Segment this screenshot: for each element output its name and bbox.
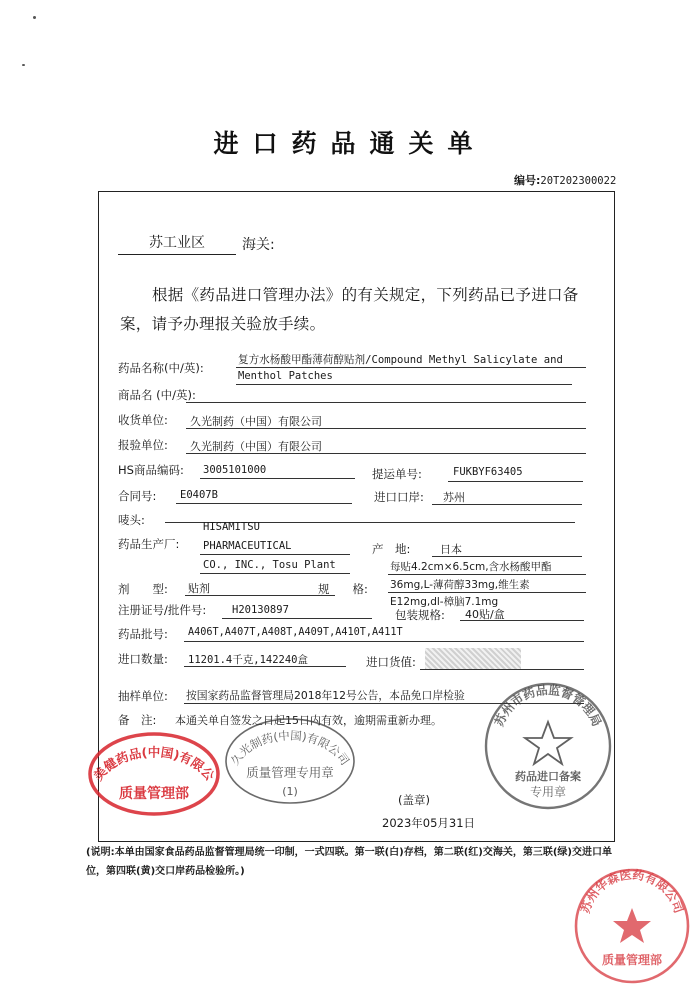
intro-paragraph: 根据《药品进口管理办法》的有关规定，下列药品已予进口备案，请予办理报关验放手续。 <box>120 286 579 333</box>
underline <box>236 367 586 368</box>
quality-seal-stamp <box>222 715 358 807</box>
stamp-svg <box>86 730 222 818</box>
sampling-value: 按国家药品监督管理局2018年12号公告，本品免口岸检验 <box>186 689 465 702</box>
value-label: 进口货值: <box>366 655 416 669</box>
customs-suffix: 海关: <box>242 237 275 253</box>
dosage-label: 剂 型: <box>118 582 168 596</box>
spec-label: 规 格: <box>318 582 368 596</box>
star-icon <box>613 908 651 943</box>
spec-line1: 每贴4.2cm×6.5cm,含水杨酸甲酯 <box>390 561 552 573</box>
stamp-svg <box>482 680 614 812</box>
hs-code-label: HS商品编码: <box>118 463 184 477</box>
spec-line2: 36mg,L-薄荷醇33mg,维生素 <box>390 579 530 591</box>
dosage-value: 贴剂 <box>188 582 210 595</box>
registration-value: H20130897 <box>232 604 289 616</box>
drug-name-label: 药品名称(中/英): <box>118 361 204 375</box>
stamp-center-text: 质量管理部 <box>119 786 189 802</box>
contract-label: 合同号: <box>118 489 157 503</box>
remark-value: 本通关单自签发之日起15日内有效，逾期需重新办理。 <box>175 714 442 727</box>
underline <box>186 453 586 454</box>
registration-label: 注册证号/批件号: <box>118 603 207 617</box>
drug-name-line1: 复方水杨酸甲酯薄荷醇贴剂/Compound Methyl Salicylate and <box>238 354 563 366</box>
quantity-value: 11201.4千克,142240盒 <box>188 654 309 666</box>
underline <box>176 503 352 504</box>
quantity-label: 进口数量: <box>118 652 168 666</box>
spec-line3: E12mg,dl-樟脑7.1mg <box>390 596 499 608</box>
bl-label: 提运单号: <box>372 467 422 481</box>
stamp-center-text: 质量管理专用章 <box>246 765 334 780</box>
stamp-center-text: 药品进口备案 <box>515 770 581 783</box>
company-quality-stamp <box>572 866 692 986</box>
underline <box>388 592 586 593</box>
underline <box>432 504 582 505</box>
mark-label: 唛头: <box>118 513 145 527</box>
underline <box>184 666 346 667</box>
underline <box>448 481 583 482</box>
origin-label: 产 地: <box>372 542 411 556</box>
seal-label: (盖章) <box>398 793 430 807</box>
underline <box>186 428 586 429</box>
remark-label: 备 注: <box>118 713 157 727</box>
star-icon <box>525 722 571 764</box>
consignee-label: 收货单位: <box>118 413 168 427</box>
redacted-value <box>425 648 521 670</box>
underline <box>222 618 372 619</box>
origin-value: 日本 <box>440 543 462 556</box>
scan-speck <box>33 16 36 19</box>
pack-value: 40贴/盒 <box>465 608 505 621</box>
underline <box>236 384 572 385</box>
manufacturer-line3: CO., INC., Tosu Plant <box>203 559 336 571</box>
underline <box>186 402 586 403</box>
serial-number <box>514 172 616 188</box>
quality-dept-stamp <box>86 730 222 818</box>
stamp-ring-text: 苏州市药品监督管理局 <box>492 682 604 729</box>
underline <box>200 478 355 479</box>
batch-label: 药品批号: <box>118 627 168 641</box>
manufacturer-line1: HISAMITSU <box>203 521 260 533</box>
stamp-ring-text: 久光制药(中国)有限公司 <box>227 728 353 768</box>
underline <box>420 669 584 670</box>
consignee-value: 久光制药（中国）有限公司 <box>190 415 322 428</box>
hs-code-value: 3005101000 <box>203 464 267 476</box>
underline <box>200 573 350 574</box>
serial-label: 编号: <box>514 174 541 187</box>
underline <box>388 574 586 575</box>
batch-value: A406T,A407T,A408T,A409T,A410T,A411T <box>188 627 403 638</box>
underline <box>432 556 582 557</box>
inspection-unit-value: 久光制药（中国）有限公司 <box>190 440 322 453</box>
contract-value: E0407B <box>180 489 218 501</box>
manufacturer-label: 药品生产厂: <box>118 537 180 551</box>
bl-value: FUKBYF63405 <box>453 466 523 478</box>
inspection-unit-label: 报验单位: <box>118 438 168 452</box>
serial-value: 20T202300022 <box>540 175 617 187</box>
stamp-ring-text: 苏州华森医药有限公司 <box>578 867 686 915</box>
port-label: 进口口岸: <box>374 490 424 504</box>
pack-label: 包装规格: <box>395 608 445 622</box>
sampling-label: 抽样单位: <box>118 689 168 703</box>
stamp-center-text-2: 专用章 <box>529 785 567 799</box>
scan-speck <box>22 64 25 66</box>
document-title: 进口药品通关单 <box>213 129 487 158</box>
underline <box>185 595 335 596</box>
drug-name-line2: Menthol Patches <box>238 370 333 382</box>
customs-name: 苏工业区 <box>118 232 236 255</box>
stamp-number: (1) <box>282 785 298 798</box>
underline <box>200 554 350 555</box>
trade-name-label: 商品名 (中/英): <box>118 388 196 402</box>
underline <box>184 641 584 642</box>
issue-date: 2023年05月31日 <box>382 816 476 830</box>
footnote: (说明:本单由国家食品药品监督管理局统一印制，一式四联。第一联(白)存档，第二联(红)交海关，第三联(绿)交进口单位，第四联(黄)交口岸药品检验所。) <box>86 847 612 877</box>
manufacturer-line2: PHARMACEUTICAL <box>203 540 292 552</box>
customs-filing-stamp <box>482 680 614 812</box>
port-value: 苏州 <box>443 491 465 504</box>
underline <box>460 620 584 621</box>
stamp-svg <box>222 715 358 807</box>
stamp-svg <box>572 866 692 986</box>
stamp-center-text: 质量管理部 <box>601 953 663 967</box>
stamp-ring-text: 美健药品(中国)有限公 <box>90 744 218 784</box>
